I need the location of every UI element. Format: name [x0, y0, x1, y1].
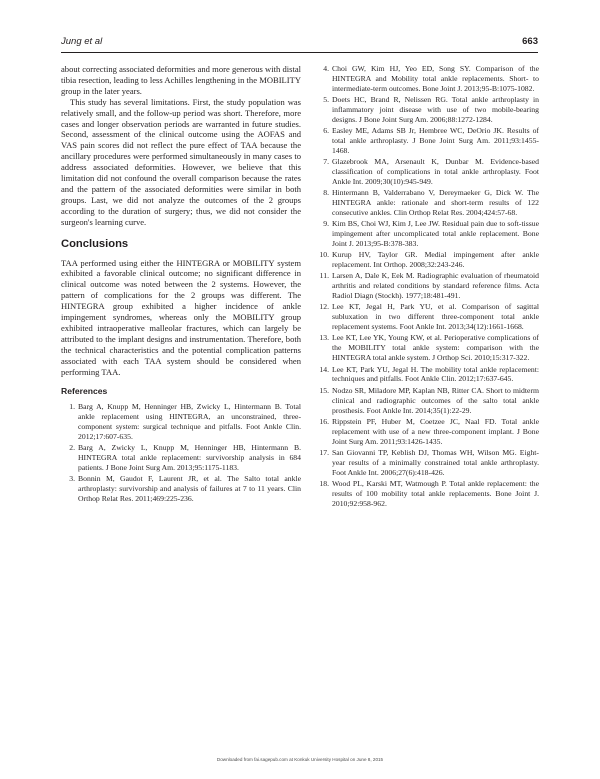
references-heading: References — [61, 386, 108, 397]
body-paragraph: about correcting associated deformities and more generous with distal tibia resection, leading to less Achilles lengthening in the MOBILITY group in the later years. — [61, 64, 301, 96]
reference-number: 11. — [319, 271, 329, 281]
reference-item — [61, 402, 301, 442]
reference-text: Rippstein PF, Huber M, Coetzee JC, Naal FD. Total ankle replacement with use of a new three-component implant. J Bone Joint Surg Am. 2011;93:1426-1435. — [332, 416, 539, 446]
reference-text: Kim BS, Choi WJ, Kim J, Lee JW. Residual pain due to soft-tissue impingement after uncomplicated total ankle replacement. Bone Joint J. 2013;95-B:378-383. — [332, 219, 539, 249]
running-head: Jung et al — [61, 36, 103, 47]
reference-item — [315, 64, 539, 94]
reference-text: Lee KT, Park YU, Jegal H. The mobility total ankle replacement: techniques and pitfalls. Foot Ankle Clin. 2012;17:637-645. — [332, 364, 539, 384]
reference-item — [61, 474, 301, 504]
reference-item — [315, 479, 539, 509]
reference-number: 2. — [69, 443, 75, 453]
download-footer: Downloaded from fai.sagepub.com at Konkuk University Hospital on June 8, 2015 — [216, 757, 384, 762]
conclusions-paragraph: TAA performed using either the HINTEGRA or MOBILITY system exhibited a favorable clinical outcome; no significant difference in clinical outcome was noted between the 2 systems. However, the pattern of complications for the 2 groups was different. The HINTEGRA group exhibited a higher incidence of ankle impingement syndromes, whereas only the MOBILITY group exhibited intraoperative malleolar fractures, which can largely be attributed to the implant designs and instrumentation. Therefore, both the technical characteristics and the potential complication patterns associated with each TAA system should be considered when performing TAA. — [61, 257, 301, 377]
reference-number: 17. — [319, 447, 329, 457]
reference-number: 1. — [69, 402, 75, 412]
reference-number: 15. — [319, 385, 329, 395]
reference-number: 5. — [323, 95, 329, 105]
reference-item — [315, 448, 539, 478]
reference-item — [315, 95, 539, 125]
reference-text: Kurup HV, Taylor GR. Medial impingement after ankle replacement. Int Orthop. 2008;32:243-246. — [332, 250, 539, 270]
reference-number: 10. — [319, 250, 329, 260]
page-header — [61, 36, 538, 52]
reference-number: 8. — [323, 188, 329, 198]
limitations-paragraph: This study has several limitations. First, the study population was relatively small, and the follow-up period was short. Therefore, more cases and longer observation periods are warranted in future studies. Second, assessment of the clinical outcome using the AOFAS and VAS pain scores did not reflect the pure effect of TAA because the ancillary procedures were performed simultaneously in many cases to address associated deformities. However, we believe that this limitation did not confound the overall comparison because the rates and the pattern of the associated deformities were similar in both groups. Last, we did not analyze the outcomes of the 2 groups according to the duration of surgery; thus, we did not consider the surgeon's learning curve. — [61, 96, 301, 227]
reference-text: Glazebrook MA, Arsenault K, Dunbar M. Evidence-based classification of complications in total ankle arthroplasty. Foot Ankle Int. 2009;30(10):945-949. — [332, 157, 539, 187]
reference-item — [315, 219, 539, 249]
reference-number: 12. — [319, 302, 329, 312]
left-column — [61, 64, 301, 505]
reference-number: 14. — [319, 364, 329, 374]
reference-text: Lee KT, Jegal H, Park YU, et al. Comparison of sagittal subluxation in two different three-component total ankle replacement systems. Foot Ankle Int. 2013;34(12):1661-1668. — [332, 302, 539, 332]
header-rule — [61, 52, 538, 53]
right-column — [315, 64, 539, 510]
reference-number: 16. — [319, 416, 329, 426]
reference-text: Barg A, Knupp M, Henninger HB, Zwicky L, Hintermann B. Total ankle replacement using HINTEGRA, an unconstrained, three-component system: surgical technique and pitfalls. Foot Ankle Clin. 2012;17:607-635. — [78, 402, 301, 442]
reference-item — [315, 188, 539, 218]
page-number: 663 — [522, 36, 538, 47]
reference-text: Wood PL, Karski MT, Watmough P. Total ankle replacement: the results of 100 mobility total ankle replacements. Bone Joint J. 2010;92:958-962. — [332, 478, 539, 508]
reference-number: 18. — [319, 478, 329, 488]
reference-item — [315, 365, 539, 385]
reference-text: San Giovanni TP, Keblish DJ, Thomas WH, Wilson MG. Eight-year results of a minimally constrained total ankle arthroplasty. Foot Ankle Int. 2006;27(6):418-426. — [332, 447, 539, 477]
reference-text: Choi GW, Kim HJ, Yeo ED, Song SY. Comparison of the HINTEGRA and Mobility total ankle replacements. Short- to intermediate-term outcomes. Bone Joint J. 2013;95-B:1075-1082. — [332, 64, 539, 93]
reference-number: 4. — [323, 64, 329, 73]
reference-item — [315, 126, 539, 156]
reference-text: Easley ME, Adams SB Jr, Hembree WC, DeOrio JK. Results of total ankle arthroplasty. J Bone Joint Surg Am. 2011;93:1455-1468. — [332, 126, 539, 155]
reference-number: 6. — [323, 126, 329, 136]
conclusions-heading: Conclusions — [61, 237, 129, 250]
reference-text: Bonnin M, Gaudot F, Laurent JR, et al. The Salto total ankle arthroplasty: survivorship and analysis of failures at 7 to 11 years. Clin Orthop Relat Res. 2011;469:225-236. — [78, 474, 301, 504]
reference-text: Larsen A, Dale K, Eek M. Radiographic evaluation of rheumatoid arthritis and related conditions by standard reference films. Acta Radiol Diagn (Stockh). 1977;18:481-491. — [332, 271, 539, 301]
reference-item — [315, 386, 539, 416]
reference-item — [315, 157, 539, 187]
reference-number: 3. — [69, 474, 75, 484]
reference-text: Barg A, Zwicky L, Knupp M, Henninger HB, Hintermann B. HINTEGRA total ankle replacement: survivorship analysis in 684 patients. J Bone Joint Surg Am. 2013;95:1175-1183. — [78, 443, 301, 473]
reference-number: 7. — [323, 157, 329, 167]
reference-item — [315, 302, 539, 332]
reference-item — [315, 417, 539, 447]
reference-item — [61, 443, 301, 473]
reference-item — [315, 250, 539, 270]
reference-number: 9. — [323, 219, 329, 229]
reference-text: Doets HC, Brand R, Nelissen RG. Total ankle arthroplasty in inflammatory joint disease with use of two mobile-bearing designs. J Bone Joint Surg Am. 2006;88:1272-1284. — [332, 95, 539, 124]
reference-list-right — [315, 64, 539, 509]
reference-text: Nodzo SR, Miladore MP, Kaplan NB, Ritter CA. Short to midterm clinical and radiographic outcomes of the salto total ankle prosthesis. Foot Ankle Int. 2014;35(1):22-29. — [332, 385, 539, 415]
reference-number: 13. — [319, 333, 329, 343]
reference-text: Hintermann B, Valderrabano V, Dereymaeker G, Dick W. The HINTEGRA ankle: rationale and short-term results of 122 consecutive ankles. Clin Orthop Relat Res. 2004;424:57-68. — [332, 188, 539, 218]
reference-item — [315, 333, 539, 363]
reference-list-left — [61, 402, 301, 504]
reference-item — [315, 271, 539, 301]
reference-text: Lee KT, Lee YK, Young KW, et al. Perioperative complications of the MOBILITY total ankle system: comparison with the HINTEGRA total ankle system. J Orthop Sci. 2010;15:317-322. — [332, 333, 539, 363]
